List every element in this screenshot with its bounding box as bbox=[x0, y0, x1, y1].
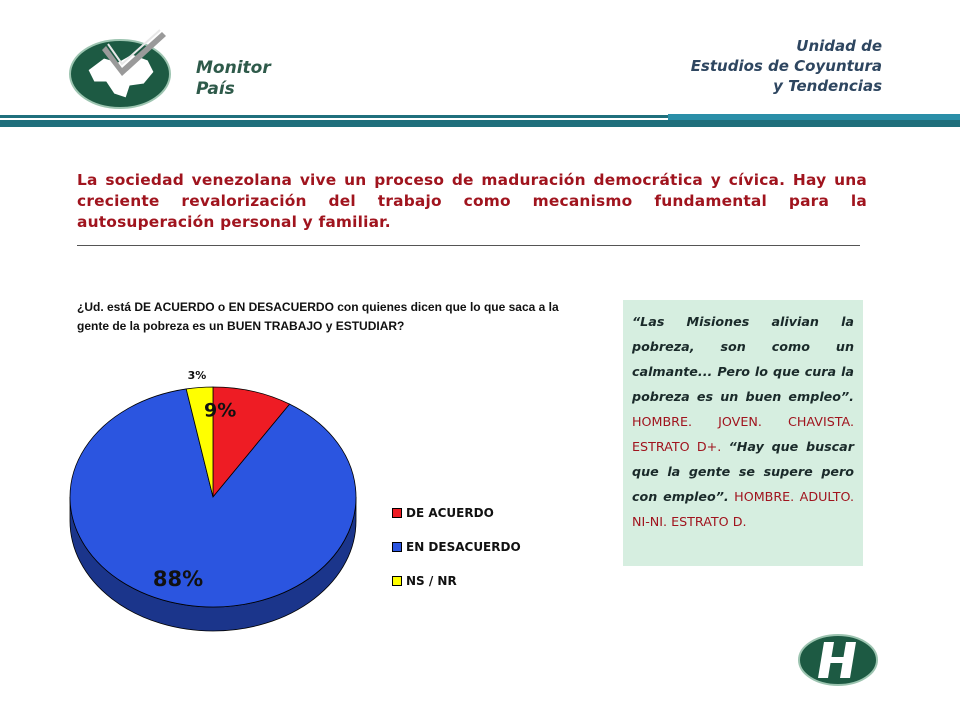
legend-item-ns-nr bbox=[392, 572, 521, 589]
legend-item-de-acuerdo bbox=[392, 504, 521, 521]
headline: La sociedad venezolana vive un proceso de maduración democrática y cívica. Hay una creciente revalorización del trabajo como mecanismo fundamental para la autosuperación personal y familiar. bbox=[77, 171, 867, 231]
data-label-de-acuerdo: 9% bbox=[204, 399, 237, 422]
quote-1-attribution: HOMBRE. JOVEN. CHAVISTA. ESTRATO D+. bbox=[632, 414, 854, 454]
header-band bbox=[0, 120, 960, 127]
legend-label: DE ACUERDO bbox=[406, 505, 494, 520]
legend-item-en-desacuerdo bbox=[392, 538, 521, 555]
unit-line-2: Estudios de Coyuntura bbox=[690, 57, 882, 75]
pie-chart bbox=[60, 365, 370, 645]
brand-line-2: País bbox=[196, 79, 235, 99]
unit-line-3: y Tendencias bbox=[773, 77, 882, 95]
legend-swatch bbox=[392, 576, 402, 586]
quote-box bbox=[623, 300, 863, 566]
chart-legend bbox=[392, 504, 521, 606]
company-logo bbox=[798, 630, 880, 688]
data-label-en-desacuerdo: 88% bbox=[152, 567, 204, 591]
brand-name bbox=[196, 58, 271, 100]
quote-1: “Las Misiones alivian la pobreza, son como un calmante... Pero lo que cura la pobreza es un buen empleo”. bbox=[632, 314, 854, 404]
quote-2: “Hay que buscar que la gente se supere pero con empleo”. bbox=[632, 439, 854, 504]
legend-label: NS / NR bbox=[406, 573, 457, 588]
legend-swatch bbox=[392, 508, 402, 518]
quote-2-attribution: HOMBRE. ADULTO. NI-NI. ESTRATO D. bbox=[632, 489, 854, 529]
header-band-thin bbox=[0, 115, 668, 118]
unit-title bbox=[691, 36, 882, 96]
brand-line-1: Monitor bbox=[196, 58, 271, 78]
monitor-pais-logo bbox=[66, 24, 196, 112]
legend-swatch bbox=[392, 542, 402, 552]
unit-line-1: Unidad de bbox=[796, 37, 882, 55]
data-label-ns-nr: 3% bbox=[187, 369, 207, 383]
survey-question: ¿Ud. está DE ACUERDO o EN DESACUERDO con quienes dicen que lo que saca a la gente de la pobreza es un BUEN TRABAJO y ESTUDIAR? bbox=[77, 300, 559, 333]
divider bbox=[77, 245, 860, 246]
quote-text bbox=[632, 309, 854, 534]
legend-label: EN DESACUERDO bbox=[406, 539, 521, 554]
